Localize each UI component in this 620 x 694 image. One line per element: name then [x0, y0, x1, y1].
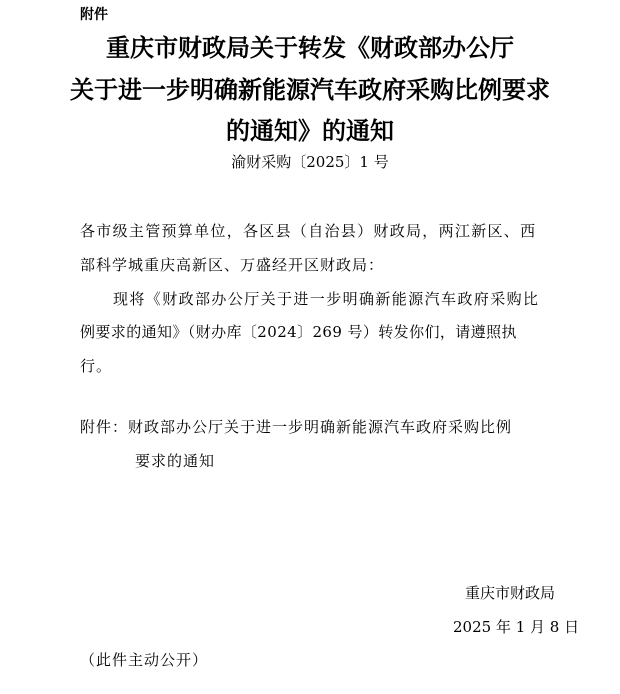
attachment-header-label: 附件: [80, 7, 108, 23]
attachment-line-2: 要求的通知: [135, 452, 216, 470]
attachment-line-1: 附件：财政部办公厅关于进一步明确新能源汽车政府采购比例: [80, 418, 513, 436]
body-paragraph-line-3: 行。: [80, 357, 113, 375]
recipients-line-1: 各市级主管预算单位，各区县（自治县）财政局，两江新区、西: [80, 222, 537, 240]
signature-organization: 重庆市财政局: [465, 584, 556, 602]
disclosure-note: （此件主动公开）: [80, 651, 209, 669]
document-title-line-3: 的通知》的通知: [226, 116, 394, 145]
recipients-line-2: 部科学城重庆高新区、万盛经开区财政局：: [80, 256, 385, 274]
document-number: 渝财采购〔2025〕1 号: [231, 153, 389, 171]
document-title-line-2: 关于进一步明确新能源汽车政府采购比例要求: [70, 75, 550, 104]
document-title-line-1: 重庆市财政局关于转发《财政部办公厅: [106, 33, 514, 62]
body-paragraph-line-2: 例要求的通知》（财办库〔2024〕269 号）转发你们，请遵照执: [80, 323, 517, 341]
body-paragraph-line-1: 现将《财政部办公厅关于进一步明确新能源汽车政府采购比: [113, 290, 540, 308]
signature-date: 2025 年 1 月 8 日: [453, 618, 580, 636]
